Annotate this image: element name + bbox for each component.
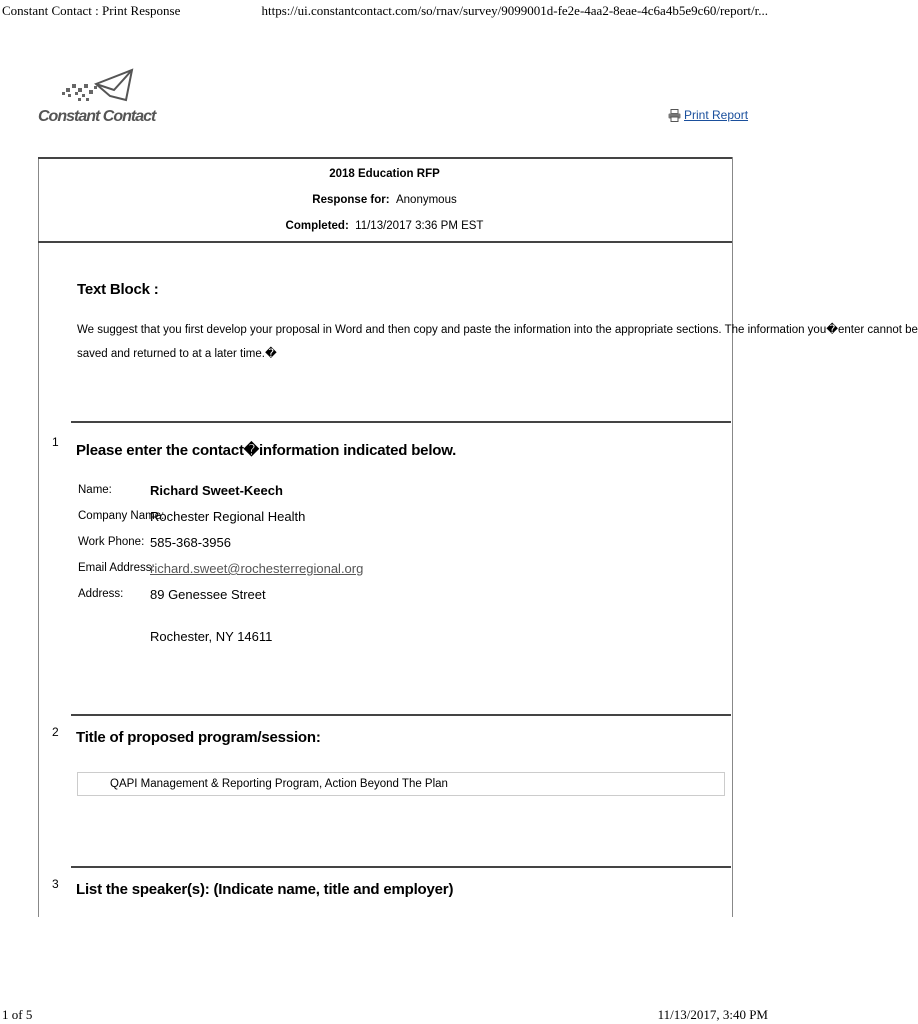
q2-divider: [71, 714, 731, 716]
q3-title: List the speaker(s): (Indicate name, title and employer): [76, 881, 454, 898]
text-block-title: Text Block :: [77, 281, 159, 298]
field-label-phone: Work Phone:: [78, 536, 145, 548]
frame-top-border: [38, 157, 732, 159]
completed: Completed: 11/13/2017 3:36 PM EST: [285, 220, 484, 232]
q3-number: 3: [52, 877, 59, 891]
print-footer-page: 1 of 5: [2, 1007, 33, 1022]
field-label-name: Name:: [78, 484, 112, 496]
field-value-name: Richard Sweet-Keech: [150, 483, 283, 498]
logo-text: Constant Contact: [38, 108, 156, 125]
field-value-address-line-1: 89 Genessee Street: [150, 587, 266, 602]
text-block-line-2: saved and returned to at a later time.�: [77, 348, 277, 360]
q2-answer-text: QAPI Management & Reporting Program, Action Beyond The Plan: [110, 778, 448, 790]
header-divider: [38, 241, 732, 243]
printer-icon: [668, 109, 681, 122]
field-label-email: Email Address:: [78, 562, 155, 574]
field-label-address: Address:: [78, 588, 124, 600]
response-for: Response for: Anonymous: [312, 194, 457, 206]
field-value-address-line-2: Rochester, NY 14611: [150, 629, 273, 644]
text-block-line-1: We suggest that you first develop your proposal in Word and then copy and paste the information into the appropriate sections. The information you�enter cannot be: [77, 324, 918, 336]
field-value-phone: 585-368-3956: [150, 535, 231, 550]
q2-number: 2: [52, 725, 59, 739]
print-header-url: https://ui.constantcontact.com/so/rnav/survey/9099001d-fe2e-4aa2-8eae-4c6a4b5e9c60/report/r...: [261, 3, 768, 18]
field-value-email-link[interactable]: richard.sweet@rochesterregional.org: [150, 561, 364, 576]
survey-title: 2018 Education RFP: [329, 168, 440, 180]
print-report-label: Print Report: [684, 108, 749, 122]
q1-divider: [71, 421, 731, 423]
q3-divider: [71, 866, 731, 868]
q1-number: 1: [52, 435, 59, 449]
q1-title: Please enter the contact�information indicated below.: [76, 442, 457, 459]
print-header-title: Constant Contact : Print Response: [2, 3, 181, 18]
q2-title: Title of proposed program/session:: [76, 729, 321, 746]
print-footer-datetime: 11/13/2017, 3:40 PM: [657, 1007, 768, 1022]
field-value-company: Rochester Regional Health: [150, 509, 306, 524]
print-report-link[interactable]: [668, 108, 748, 122]
field-label-company: Company Name:: [78, 510, 165, 522]
